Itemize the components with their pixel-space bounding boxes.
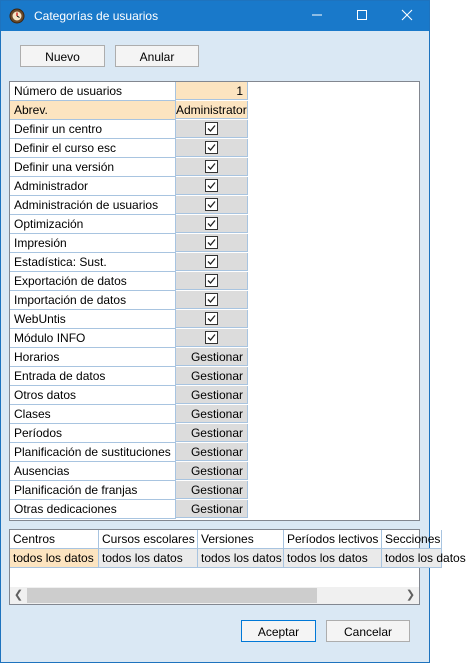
column-header[interactable]: Cursos escolares [99, 530, 198, 549]
data-scope-grid [9, 529, 466, 605]
rights-row[interactable] [10, 329, 248, 348]
right-checkbox-cell[interactable] [176, 234, 248, 252]
right-checkbox[interactable] [205, 293, 218, 306]
right-value[interactable]: Gestionar [176, 348, 248, 366]
right-checkbox[interactable] [205, 274, 218, 287]
close-icon [402, 10, 412, 20]
right-label: Clases [10, 405, 176, 424]
rights-row[interactable] [10, 348, 248, 367]
right-value[interactable]: Gestionar [176, 500, 248, 518]
scroll-left-icon[interactable]: ❮ [13, 589, 24, 601]
scope-cell[interactable]: todos los datos [198, 549, 284, 568]
scope-cell[interactable]: todos los datos [99, 549, 198, 568]
right-value[interactable]: Gestionar [176, 462, 248, 480]
column-header[interactable]: Períodos lectivos [284, 530, 382, 549]
right-checkbox[interactable] [205, 141, 218, 154]
scroll-thumb[interactable] [27, 588, 317, 603]
checkmark-icon [206, 313, 217, 324]
rights-row[interactable] [10, 405, 248, 424]
right-checkbox-cell[interactable] [176, 120, 248, 138]
rights-row[interactable] [10, 386, 248, 405]
right-checkbox[interactable] [205, 236, 218, 249]
rights-row[interactable] [10, 481, 248, 500]
checkmark-icon [206, 275, 217, 286]
right-label: Estadística: Sust. [10, 253, 176, 272]
right-label: WebUntis [10, 310, 176, 329]
right-checkbox-cell[interactable] [176, 177, 248, 195]
right-label: Ausencias [10, 462, 176, 481]
checkmark-icon [206, 294, 217, 305]
right-checkbox[interactable] [205, 255, 218, 268]
rights-row[interactable] [10, 253, 248, 272]
column-header[interactable]: Secciones [382, 530, 442, 549]
right-value[interactable]: Gestionar [176, 367, 248, 385]
window-title: Categorías de usuarios [34, 9, 159, 23]
right-label: Abrev. [10, 101, 176, 120]
checkmark-icon [206, 199, 217, 210]
accept-button[interactable]: Aceptar [241, 620, 316, 642]
right-checkbox-cell[interactable] [176, 329, 248, 347]
maximize-button[interactable] [339, 1, 384, 31]
column-header[interactable]: Versiones [198, 530, 284, 549]
maximize-icon [357, 10, 367, 20]
right-label: Administrador [10, 177, 176, 196]
checkmark-icon [206, 256, 217, 267]
right-label: Importación de datos [10, 291, 176, 310]
rights-row[interactable] [10, 234, 248, 253]
checkmark-icon [206, 142, 217, 153]
right-label: Administración de usuarios [10, 196, 176, 215]
rights-row[interactable] [10, 462, 248, 481]
rights-row[interactable] [10, 500, 248, 519]
rights-row[interactable] [10, 215, 248, 234]
title-bar [1, 1, 429, 31]
right-checkbox-cell[interactable] [176, 196, 248, 214]
rights-row[interactable] [10, 101, 248, 120]
column-header[interactable]: Centros [10, 530, 99, 549]
right-label: Número de usuarios [10, 82, 176, 101]
right-value[interactable]: Gestionar [176, 443, 248, 461]
rights-row[interactable] [10, 443, 248, 462]
right-label: Definir un centro [10, 120, 176, 139]
right-label: Planificación de franjas [10, 481, 176, 500]
right-checkbox-cell[interactable] [176, 158, 248, 176]
rights-row[interactable] [10, 367, 248, 386]
right-label: Definir el curso esc [10, 139, 176, 158]
rights-row[interactable] [10, 424, 248, 443]
right-value[interactable]: Gestionar [176, 405, 248, 423]
right-value[interactable]: Gestionar [176, 386, 248, 404]
right-label: Optimización [10, 215, 176, 234]
annul-button[interactable]: Anular [115, 45, 199, 67]
right-label: Horarios [10, 348, 176, 367]
right-label: Otros datos [10, 386, 176, 405]
right-checkbox-cell[interactable] [176, 253, 248, 271]
scope-cell[interactable]: todos los datos [284, 549, 382, 568]
right-checkbox[interactable] [205, 179, 218, 192]
category-header[interactable]: Administrator [176, 103, 247, 117]
right-label: Planificación de sustituciones [10, 443, 176, 462]
right-checkbox-cell[interactable] [176, 291, 248, 309]
horizontal-scrollbar[interactable] [10, 587, 419, 604]
scroll-right-icon[interactable]: ❯ [405, 589, 416, 601]
user-count-value[interactable]: 1 [176, 82, 248, 100]
right-label: Exportación de datos [10, 272, 176, 291]
checkmark-icon [206, 161, 217, 172]
right-label: Otras dedicaciones [10, 500, 176, 519]
checkmark-icon [206, 180, 217, 191]
close-button[interactable] [384, 1, 429, 31]
checkmark-icon [206, 332, 217, 343]
right-value[interactable]: Gestionar [176, 424, 248, 442]
right-checkbox-cell[interactable] [176, 310, 248, 328]
right-checkbox[interactable] [205, 122, 218, 135]
right-checkbox[interactable] [205, 198, 218, 211]
scope-cell[interactable]: todos los datos [10, 549, 99, 568]
rights-grid [9, 81, 420, 521]
right-label: Definir una versión [10, 158, 176, 177]
minimize-icon [312, 10, 322, 20]
checkmark-icon [206, 123, 217, 134]
rights-row[interactable] [10, 196, 248, 215]
rights-row[interactable] [10, 158, 248, 177]
right-checkbox[interactable] [205, 217, 218, 230]
scope-cell[interactable]: todos los datos [382, 549, 442, 568]
right-label: Impresión [10, 234, 176, 253]
rights-row[interactable] [10, 139, 248, 158]
right-checkbox-cell[interactable] [176, 215, 248, 233]
right-label: Módulo INFO [10, 329, 176, 348]
checkmark-icon [206, 218, 217, 229]
rights-row[interactable] [10, 120, 248, 139]
checkmark-icon [206, 237, 217, 248]
right-checkbox[interactable] [205, 312, 218, 325]
rights-row[interactable] [10, 291, 248, 310]
right-checkbox-cell[interactable] [176, 139, 248, 157]
right-label: Entrada de datos [10, 367, 176, 386]
minimize-button[interactable] [294, 1, 339, 31]
rights-row[interactable] [10, 177, 248, 196]
cancel-button[interactable]: Cancelar [326, 620, 410, 642]
right-checkbox[interactable] [205, 160, 218, 173]
right-checkbox[interactable] [205, 331, 218, 344]
rights-row[interactable] [10, 272, 248, 291]
right-checkbox-cell[interactable] [176, 272, 248, 290]
app-icon [9, 8, 25, 24]
rights-row[interactable] [10, 310, 248, 329]
new-button[interactable]: Nuevo [20, 45, 105, 67]
right-label: Períodos [10, 424, 176, 443]
rights-row[interactable] [10, 82, 248, 101]
right-value[interactable]: Gestionar [176, 481, 248, 499]
